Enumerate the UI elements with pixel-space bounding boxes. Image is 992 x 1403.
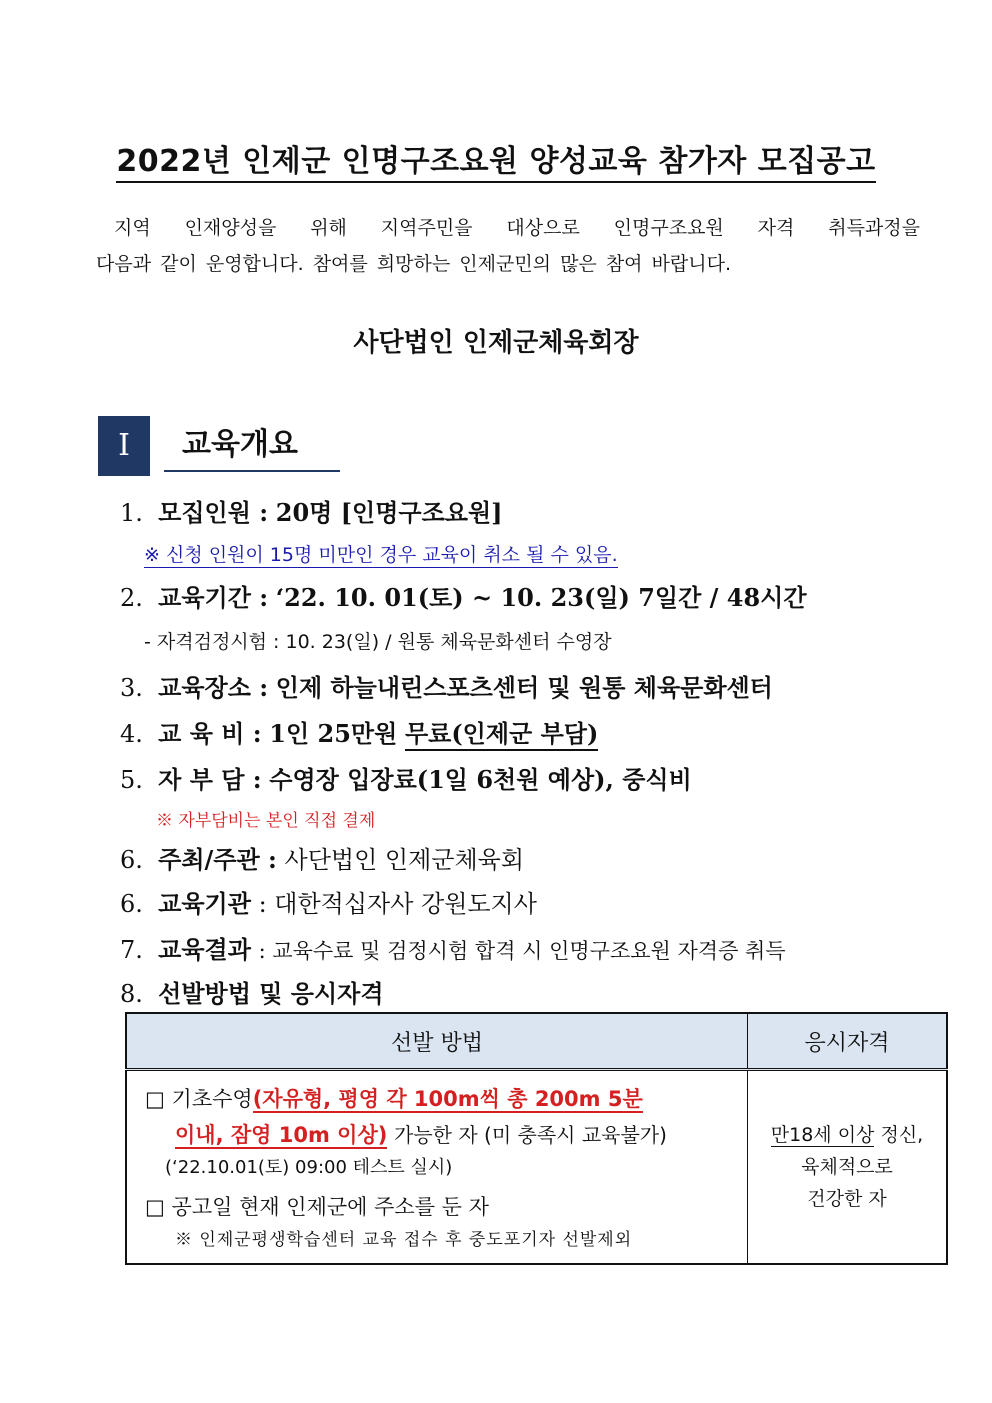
page-title: 2022년 인제군 인명구조요원 양성교육 참가자 모집공고 [0, 136, 992, 180]
item-5-note: ※ 자부담비는 본인 직접 결제 [156, 811, 376, 831]
item-4: 4. 교 육 비 : 1인 25만원 무료(인제군 부담) [120, 714, 598, 749]
header-qualification: 응시자격 [748, 1013, 948, 1070]
item-6-institution: 6. 교육기관 : 대한적십자사 강원도지사 [120, 889, 537, 918]
intro-line-2: 다음과 같이 운영합니다. 참여를 희망하는 인제군민의 많은 참여 바랍니다. [96, 253, 732, 275]
checkbox-icon: □ [145, 1087, 165, 1111]
method-1: □ 기초수영(자유형, 평영 각 100m씩 총 200m 5분 [145, 1087, 643, 1111]
method-cell [126, 1070, 748, 1265]
organization-name: 사단법인 인제군체육회장 [353, 328, 639, 358]
method-2-note: ※ 인제군평생학습센터 교육 접수 후 중도포기자 선발제외 [175, 1230, 633, 1250]
item-2-sub: - 자격검정시험 : 10. 23(일) / 원통 체육문화센터 수영장 [144, 631, 612, 653]
section-title: 교육개요 [164, 420, 340, 472]
item-7: 7. 교육결과 : 교육수료 및 검정시험 합격 시 인명구조요원 자격증 취득 [120, 935, 786, 964]
intro-paragraph [96, 210, 920, 282]
item-1-note: ※ 신청 인원이 15명 미만인 경우 교육이 취소 될 수 있음. [144, 544, 618, 566]
item-2: 2. 교육기간 : ‘22. 10. 01(토) ~ 10. 23(일) 7일간 / 48시간 [120, 583, 807, 612]
intro-line-1: 지역 인재양성을 위해 지역주민을 대상으로 인명구조요원 자격 취득과정을 [114, 217, 920, 239]
item-8: 8. 선발방법 및 응시자격 [120, 979, 384, 1008]
method-2: □ 공고일 현재 인제군에 주소를 둔 자 [145, 1195, 489, 1219]
method-1-test: (‘22.10.01(토) 09:00 테스트 실시) [165, 1157, 453, 1178]
header-method: 선발 방법 [126, 1013, 748, 1070]
item-1: 1. 모집인원 : 20명 [인명구조요원] [120, 498, 503, 527]
selection-table [125, 1012, 948, 1265]
item-5: 5. 자 부 담 : 수영장 입장료(1일 6천원 예상), 중식비 [120, 765, 692, 794]
method-1-cont: 이내, 잠영 10m 이상) 가능한 자 (미 충족시 교육불가) [175, 1123, 667, 1147]
item-3: 3. 교육장소 : 인제 하늘내린스포츠센터 및 원통 체육문화센터 [120, 673, 773, 702]
item-6-host: 6. 주최/주관 : 사단법인 인제군체육회 [120, 845, 524, 874]
section-number: Ⅰ [98, 416, 150, 476]
checkbox-icon: □ [145, 1195, 165, 1219]
qualification-cell: 만18세 이상 정신, 육체적으로 건강한 자 [748, 1070, 948, 1265]
